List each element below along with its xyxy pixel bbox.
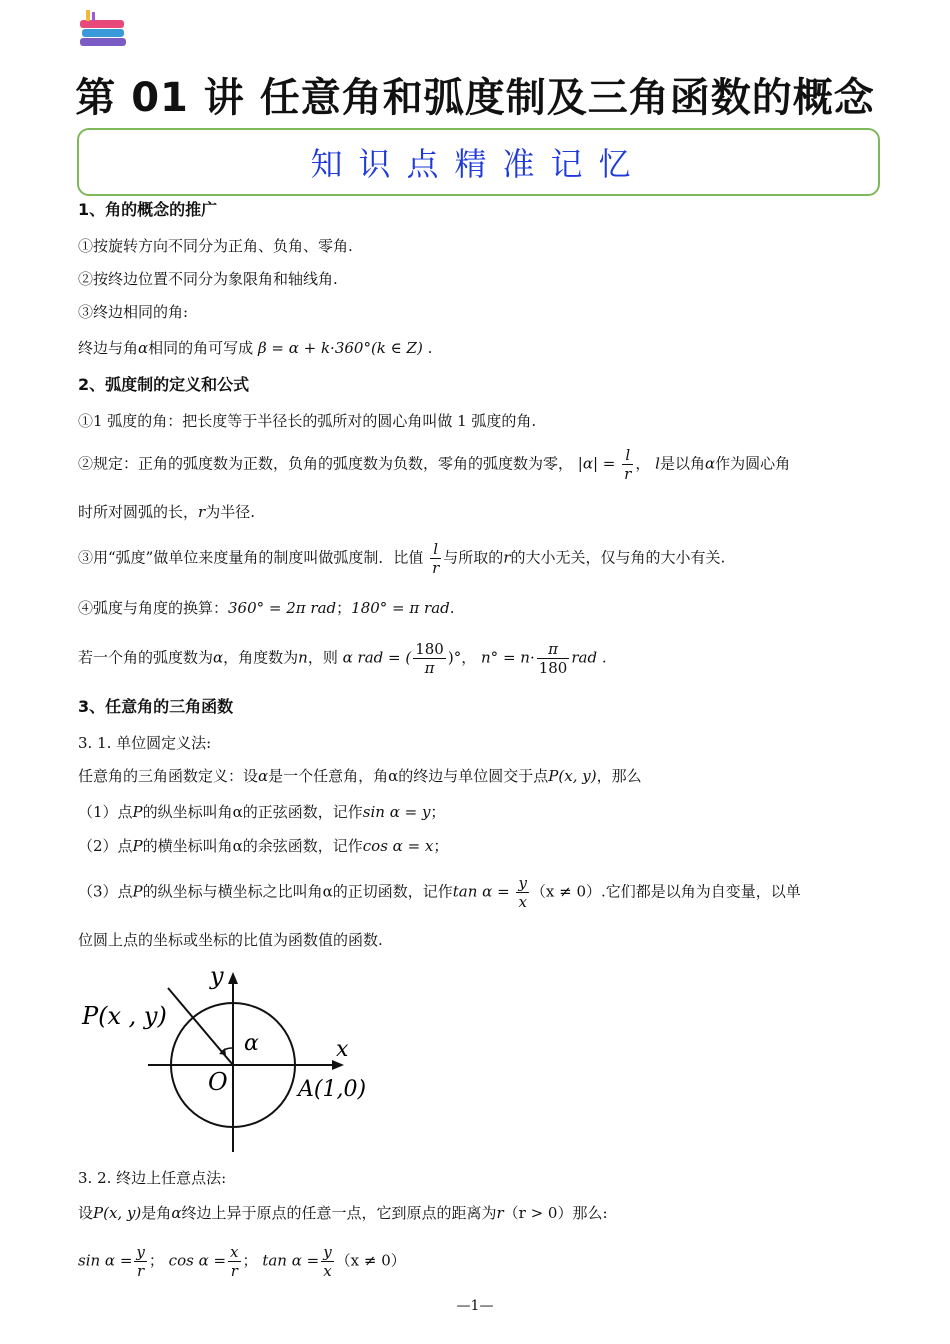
page-number: —1— — [456, 1298, 494, 1314]
section-banner — [77, 128, 880, 196]
s2-line-6: 若一个角的弧度数为α，角度数为n，则 α rad = ( $\frac{180}{\pi}$ )°， n° = n· $\frac{\pi}{180}$ rad . — [78, 640, 607, 677]
s3-sub-1: 3. 1. 单位圆定义法: — [78, 734, 212, 752]
x-axis-label: x — [336, 1037, 349, 1062]
s3-def: 任意角的三角函数定义：设α是一个任意角，角α的终边与单位圆交于点P(x, y)，那么 — [78, 767, 642, 785]
page-title: 第 01 讲 任意角和弧度制及三角函数的概念 — [75, 75, 875, 121]
s1-line-1: ①按旋转方向不同分为正角、负角、零角. — [78, 237, 353, 255]
s3-sub-2: 3. 2. 终边上任意点法: — [78, 1169, 227, 1187]
s2-line-3: 时所对圆弧的长，r为半径. — [78, 503, 255, 521]
s2-line-5: ④弧度与角度的换算：360° = 2π rad；180° = π rad. — [78, 599, 455, 617]
fraction-pi-over-180: $\frac{\pi}{180}$ — [538, 640, 568, 677]
s1-line-4: 终边与角α相同的角可写成 β = α + k·360°(k ∈ Z) . — [78, 339, 433, 357]
origin-label: O — [208, 1068, 228, 1096]
s1-line-3: ③终边相同的角: — [78, 303, 189, 321]
point-a-label: A(1,0) — [298, 1077, 367, 1102]
section-3-heading: 3、任意角的三角函数 — [78, 697, 234, 716]
s3-terminal-def: 设P(x, y)是角α终边上异于原点的任意一点，它到原点的距离为r（r > 0）那么: — [78, 1204, 608, 1222]
s1-line-2: ②按终边位置不同分为象限角和轴线角. — [78, 270, 338, 288]
fraction-y-over-x-2: $\frac{y}{x}$ — [323, 1243, 332, 1280]
coterminal-formula: β = α + k·360°(k ∈ Z) — [257, 339, 423, 357]
s3-formulas: sin α = $\frac{y}{r}$ ； cos α = $\frac{x}{r}$ ； tan α = $\frac{y}{x}$ （x ≠ 0） — [78, 1243, 406, 1280]
fraction-y-over-r: $\frac{y}{r}$ — [136, 1243, 145, 1280]
y-axis-arrow-icon — [228, 972, 238, 984]
books-logo-icon — [78, 8, 128, 50]
s2-line-4: ③用“弧度”做单位来度量角的制度叫做弧度制．比值 $\frac{l}{r}$ 与所取的r的大小无关，仅与角的大小有关. — [78, 540, 726, 577]
s3-item-2: （2）点P的横坐标叫角α的余弦函数，记作cos α = x； — [78, 837, 449, 855]
fraction-y-over-x: $\frac{y}{x}$ — [518, 874, 527, 911]
s3-item-3: （3）点P的纵坐标与横坐标之比叫角α的正切函数，记作tan α = $\frac{y}{x}$ （x ≠ 0）.它们都是以角为自变量，以单 — [78, 874, 801, 911]
fraction-l-over-r-2: $\frac{l}{r}$ — [432, 540, 440, 577]
alpha-label: α — [244, 1031, 259, 1056]
fraction-x-over-r: $\frac{x}{r}$ — [230, 1243, 239, 1280]
fraction-l-over-r: $\frac{l}{r}$ — [624, 446, 632, 483]
s2-line-1: ①1 弧度的角：把长度等于半径长的弧所对的圆心角叫做 1 弧度的角. — [78, 412, 537, 430]
s3-item-1: （1）点P的纵坐标叫角α的正弦函数，记作sin α = y； — [78, 803, 446, 821]
y-axis-label: y — [210, 962, 224, 990]
point-p-label: P(x , y) — [82, 1002, 167, 1030]
s2-line-2: ②规定：正角的弧度数为正数，负角的弧度数为负数，零角的弧度数为零， |α| = $\frac{l}{r}$ ， l是以角α作为圆心角 — [78, 446, 791, 483]
fraction-180-over-pi: $\frac{180}{\pi}$ — [415, 640, 444, 677]
section-2-heading: 2、弧度制的定义和公式 — [78, 375, 250, 394]
section-1-heading: 1、角的概念的推广 — [78, 200, 218, 219]
s3-item-3-cont: 位圆上点的坐标或坐标的比值为函数值的函数. — [78, 931, 383, 949]
banner-text: 知识点精准记忆 — [310, 145, 647, 183]
unit-circle-diagram — [78, 962, 398, 1152]
